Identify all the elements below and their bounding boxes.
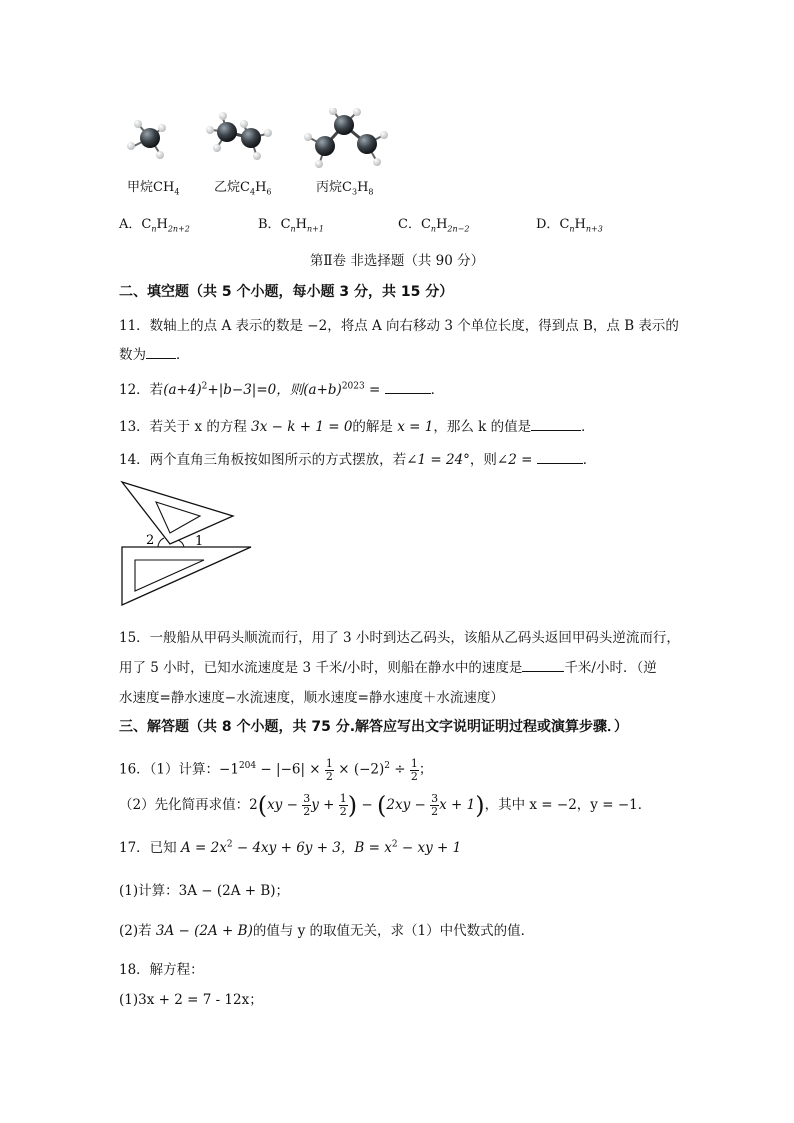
molecule-models-figure xyxy=(120,108,400,170)
triangle-rulers-figure xyxy=(118,478,258,610)
propane-model xyxy=(304,108,388,168)
option-a: A．$C_nH_{2n+2}$ xyxy=(119,217,190,234)
q11-line2: 数为 ． xyxy=(119,343,190,363)
q17-part1: (1)计算：3A − (2A + B)； xyxy=(119,883,290,899)
q14-answer-blank[interactable] xyxy=(537,449,583,464)
q17-part2: (2)若 3A − (2A + B)的值与 y 的取值无关，求（1）中代数式的值． xyxy=(119,923,535,939)
q18-part1: (1)3x + 2 = 7 - 12x； xyxy=(119,992,263,1008)
propane-label: 丙烷$C_3H_8$ xyxy=(316,180,374,197)
q16-part2: （2）先化简再求值：2(xy − $\frac{3}{2}$ y + $\frac{1}{2}$ ) − (2xy − $\frac{3}{2}$ x + 1)，其中 x = −2，y = −1． xyxy=(119,791,652,820)
q12-answer-blank[interactable] xyxy=(385,379,431,394)
part2-title: 第Ⅱ卷 非选择题（共 90 分） xyxy=(309,253,485,269)
q11-answer-blank[interactable] xyxy=(146,344,176,359)
angle2-label: 2 xyxy=(146,533,155,548)
option-d: D．$C_nH_{n+3}$ xyxy=(536,217,603,234)
q11-line1: 11．数轴上的点 A 表示的数是 −2，将点 A 向右移动 3 个单位长度，得到点 B，点 B 表示的 xyxy=(119,318,679,334)
methane-label: 甲烷$CH_4$ xyxy=(127,180,180,197)
q17-given: 17．已知 $A = 2x^2 - 4xy + 6y + 3$，$B = x^2$ − xy + 1 xyxy=(119,839,462,856)
section3-heading: 三、解答题（共 8 个小题，共 75 分.解答应写出文字说明证明过程或演算步骤．） xyxy=(119,719,629,735)
q14: 14．两个直角三角板按如图所示的方式摆放，若∠1 = 24°，则∠2 = ． xyxy=(119,448,596,468)
angle1-label: 1 xyxy=(195,534,204,549)
q15-line3: 水速度=静水速度−水流速度，顺水速度=静水速度＋水流速度） xyxy=(119,690,504,706)
option-b: B．$C_nH_{n+1}$ xyxy=(258,217,324,234)
q15-line2: 用了 5 小时，已知水流速度是 3 千米/小时，则船在静水中的速度是 千米/小时．（逆 xyxy=(119,656,657,676)
methane-model xyxy=(127,120,166,159)
q15-line1: 15．一般船从甲码头顺流而行，用了 3 小时到达乙码头，该船从乙码头返回甲码头逆流而行， xyxy=(119,630,680,646)
ethane-label: 乙烷$C_4H_6$ xyxy=(214,180,272,197)
q12: 12．若$(a+4)^2+|b-3|=0$，则$(a+b)^{2023}$ = ． xyxy=(119,378,444,398)
section2-heading: 二、填空题（共 5 个小题，每小题 3 分，共 15 分） xyxy=(119,284,454,300)
ethane-model xyxy=(206,112,272,160)
q13: 13．若关于 x 的方程 3x − k + 1 = 0的解是 x = 1，那么 k 的值是 ． xyxy=(119,415,595,435)
q15-answer-blank[interactable] xyxy=(522,657,564,672)
q13-answer-blank[interactable] xyxy=(531,416,581,431)
q16-part1: 16．（1）计算：$-1^{204} - |-6|$ × $\frac{1}{2}$ × $(-2)^2$ ÷ $\frac{1}{2}$ ； xyxy=(119,756,433,783)
q18-title: 18．解方程： xyxy=(119,962,204,978)
option-c: C．$C_nH_{2n-2}$ xyxy=(398,217,470,234)
